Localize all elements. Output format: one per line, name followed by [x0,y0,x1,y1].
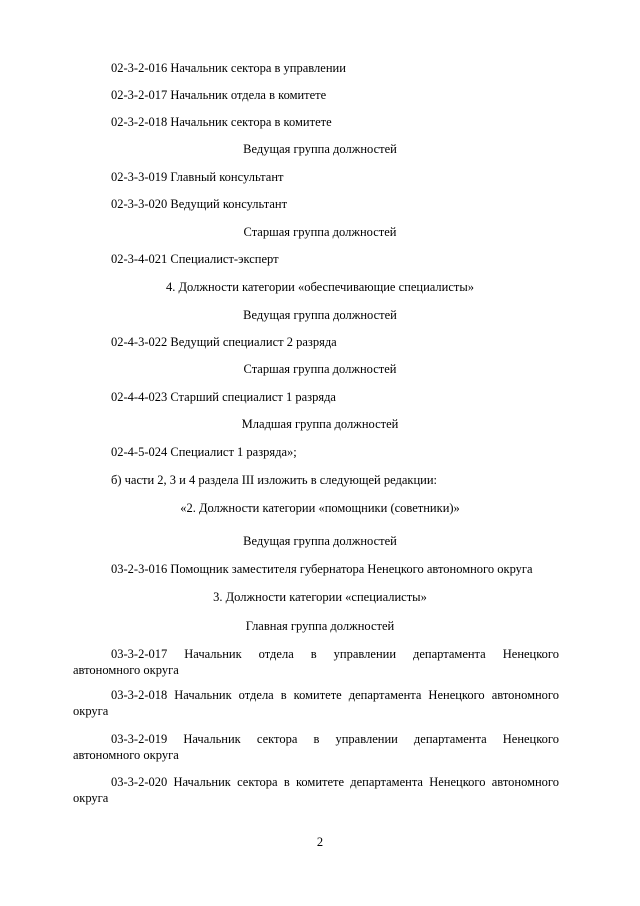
position-line: 02-3-2-016 Начальник сектора в управлении [111,61,346,75]
position-line: 03-2-3-016 Помощник заместителя губернатора Ненецкого автономного округа [111,562,533,576]
category-heading: 4. Должности категории «обеспечивающие специалисты» [165,280,475,294]
amendment-text: б) части 2, 3 и 4 раздела III изложить в следующей редакции: [111,473,438,487]
paragraph-second-line: автономного округа [73,663,179,677]
group-heading: Ведущая группа должностей [243,142,397,156]
group-heading: Ведущая группа должностей [243,308,397,322]
group-heading: Главная группа должностей [245,619,395,633]
position-line: 02-3-3-019 Главный консультант [111,170,284,184]
paragraph-second-line: округа [73,704,109,718]
paragraph-first-line: 03-3-2-019 Начальник сектора в управлении департамента Ненецкого [111,732,559,746]
position-line: 02-4-4-023 Старший специалист 1 разряда [111,390,336,404]
position-paragraph [73,731,559,763]
paragraph-second-line: округа [73,791,109,805]
paragraph-second-line: автономного округа [73,748,179,762]
paragraph-first-line: 03-3-2-020 Начальник сектора в комитете департамента Ненецкого автономного [111,775,559,789]
category-heading: «2. Должности категории «помощники (советники)» [180,501,460,515]
paragraph-first-line: 03-3-2-018 Начальник отдела в комитете департамента Ненецкого автономного [111,688,559,702]
category-heading: 3. Должности категории «специалисты» [213,590,427,604]
position-line: 02-4-5-024 Специалист 1 разряда»; [111,445,297,459]
paragraph-first-line: 03-3-2-017 Начальник отдела в управлении департамента Ненецкого [111,647,559,661]
position-line: 02-3-4-021 Специалист-эксперт [111,252,279,266]
page-number: 2 [316,835,324,849]
position-line: 02-3-2-017 Начальник отдела в комитете [111,88,327,102]
group-heading: Младшая группа должностей [241,417,399,431]
group-heading: Ведущая группа должностей [243,534,397,548]
position-line: 02-3-3-020 Ведущий консультант [111,197,288,211]
position-paragraph [73,646,559,678]
group-heading: Старшая группа должностей [243,362,397,376]
group-heading: Старшая группа должностей [243,225,397,239]
position-line: 02-3-2-018 Начальник сектора в комитете [111,115,332,129]
position-paragraph [73,774,559,806]
position-paragraph [73,687,559,719]
position-line: 02-4-3-022 Ведущий специалист 2 разряда [111,335,337,349]
